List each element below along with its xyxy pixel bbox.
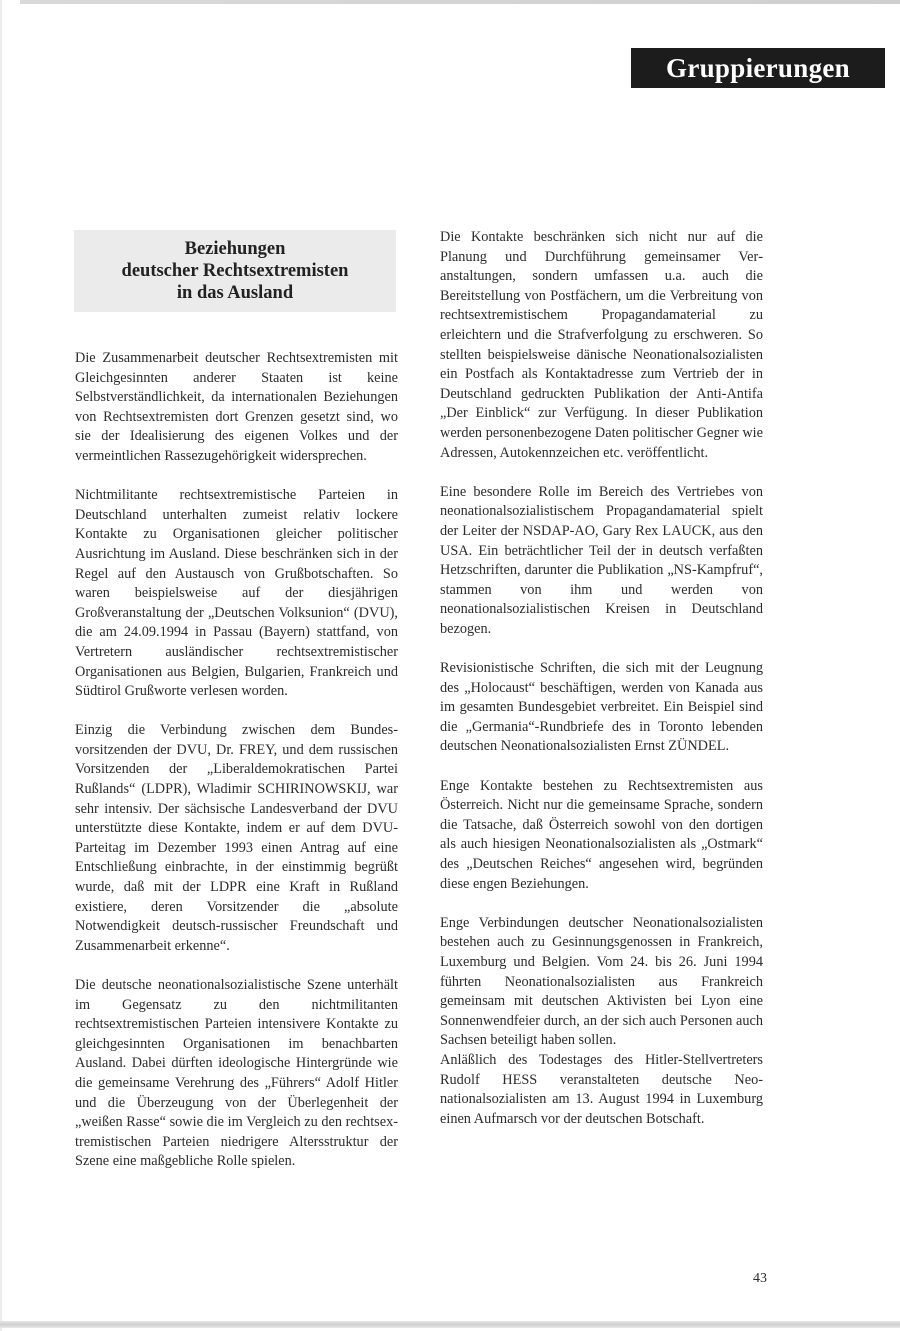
paragraph: Enge Verbindungen deutscher Neonationalsozialisten bestehen auch zu Gesinnungsgenossen in Frankreich, Luxemburg und Belgien. Vom 24. bis 26. Juni 1994 führten Neonationalsozialisten aus Frankreich gemeinsam mit deutschen Aktivisten bei Lyon eine Sonnenwendfeier durch, an der sich auch Personen auch Sachsen beteiligt haben sollen. xyxy=(440,914,763,1049)
left-column xyxy=(75,349,398,1192)
article-title-box xyxy=(74,230,396,312)
page-number: 43 xyxy=(753,1271,767,1286)
scan-edge-bottom xyxy=(0,1321,900,1328)
paragraph: Die deutsche neonationalsozialistische Szene unterhält im Gegensatz zu den nichtmilitanten rechtsextremistischen Parteien intensivere Kontakte zu gleichgesinnten Organisationen im benachbarten Ausland. Dabei dürften ideologische Hintergründe wie die gemeinsame Verehrung des „Führers“ Adolf Hitler und die Überzeugung von der Überlegenheit der „weißen Rasse“ sowie die im Vergleich zu den rechtsextremistischen Parteien niedrigere Altersstruktur der Szene eine maßgebliche Rolle spielen. xyxy=(75,977,398,1170)
paragraph: Enge Kontakte bestehen zu Rechtsextremisten aus Österreich. Nicht nur die gemeinsame Sprache, sondern die Tatsache, daß Österreich sowohl von den dortigen als auch hiesigen Neonationalsozialisten als „Ostmark“ des „Deutschen Reiches“ angesehen wird, begründen diese engen Beziehungen. xyxy=(440,777,763,892)
right-column xyxy=(440,228,763,1149)
scan-edge-left xyxy=(0,0,2,1331)
paragraph: Einzig die Verbindung zwischen dem Bundesvorsitzenden der DVU, Dr. FREY, und dem russischen Vorsitzenden der „Liberaldemokratischen Partei Rußlands“ (LDPR), Wladimir SCHIRINOWSKIJ, war sehr intensiv. Der sächsische Landesverband der DVU unterstützte diese Kontakte, indem er auf dem DVU-Parteitag im Dezember 1993 einen Antrag auf eine Entschließung einbrachte, in der einstimmig begrüßt wurde, daß mit der LDPR eine Kraft in Rußland existiere, deren Vorsitzender die „absolute Notwendigkeit deutsch-russischer Freundschaft und Zusammenarbeit erkenne“. xyxy=(75,722,398,954)
paragraph: Revisionistische Schriften, die sich mit der Leugnung des „Holocaust“ beschäftigen, werden von Kanada aus im gesamten Bundesgebiet verbreitet. Ein Beispiel sind die „Germania“-Rundbriefe des in Toronto lebenden deutschen Neonationalsozialisten Ernst ZÜNDEL. xyxy=(440,660,763,755)
article-title-line-2: deutscher Rechtsextremisten xyxy=(121,261,349,281)
paragraph: Die Zusammenarbeit deutscher Rechtsextremisten mit Gleichgesinnten anderer Staaten ist keine Selbstverständlichkeit, da internationalen Beziehungen von Rechtsextremisten dort Grenzen gesetzt sind, wo sie der Idealisierung des eigenen Volkes und der vermeintlichen Rassezugehörigkeit widersprechen. xyxy=(75,350,398,464)
article-title-line-3: in das Ausland xyxy=(176,283,294,303)
paragraph: Eine besondere Rolle im Bereich des Vertriebes von neonationalsozialistischem Propagandamaterial spielt der Leiter der NSDAP-AO, Gary Rex LAUCK, aus den USA. Ein beträchtlicher Teil der in deutsch verfaßten Hetzschriften, darunter die Publikation „NS-Kampfruf“, stammen von ihm und werden von neonationalsozialistischen Kreisen in Deutschland bezogen. xyxy=(440,483,763,637)
article-title-line-1: Beziehungen xyxy=(184,239,286,259)
paragraph: Anläßlich des Todestages des Hitler-Stellvertreters Rudolf HESS veranstalteten deutsche Neonationalsozialisten am 13. August 1994 in Luxemburg einen Aufmarsch vor der deutschen Botschaft. xyxy=(440,1051,763,1127)
paragraph: Die Kontakte beschränken sich nicht nur auf die Planung und Durchführung gemeinsamer Veranstaltungen, sondern umfassen u.a. auch die Bereitstellung von Postfächern, um die Verbreitung von rechtsextremistischem Propagandamaterial zu erleichtern und die Strafverfolgung zu erschweren. So stellten beispielsweise dänische Neonationalsozialisten ein Postfach als Kontaktadresse zum Vertrieb der in Deutschland gedruckten Publikation der Anti-Antifa „Der Einblick“ zur Verfügung. In dieser Publikation werden personenbezogene Daten politischer Gegner wie Adressen, Autokennzeichen etc. veröffentlicht. xyxy=(440,229,763,461)
paragraph: Nichtmilitante rechtsextremistische Parteien in Deutschland unterhalten zumeist relativ lockere Kontakte zu Organisationen gleicher politischer Ausrichtung im Ausland. Diese beschränken sich in der Regel auf den Austausch von Grußbotschaften. So waren beispielsweise auf der diesjährigen Großveranstaltung der „Deutschen Volksunion“ (DVU), die am 24.09.1994 in Passau (Bayern) stattfand, von Vertretern ausländischer rechtsextremistischer Organisationen aus Belgien, Bulgarien, Frankreich und Südtirol Grußworte verlesen worden. xyxy=(75,487,398,700)
scan-edge-top xyxy=(20,0,900,4)
section-header: Gruppierungen xyxy=(631,48,885,88)
